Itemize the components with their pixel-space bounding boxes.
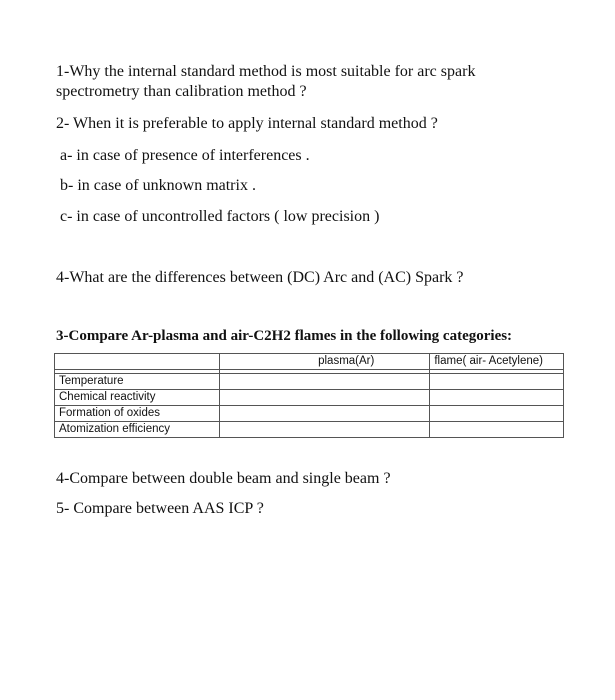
cell-flame-temperature — [430, 374, 564, 390]
question-2: 2- When it is preferable to apply internal standard method ? — [56, 115, 438, 132]
table-row — [55, 374, 564, 390]
cell-plasma-temperature — [219, 374, 429, 390]
table-header-flame: flame( air- Acetylene) — [430, 354, 564, 370]
question-5: 5- Compare between AAS ICP ? — [56, 500, 264, 517]
question-3-title: 3-Compare Ar-plasma and air-C2H2 flames in the following categories: — [56, 328, 513, 344]
row-label-atomization-efficiency: Atomization efficiency — [55, 422, 220, 438]
table-header-row — [55, 354, 564, 370]
question-2-option-c: c- in case of uncontrolled factors ( low precision ) — [60, 208, 380, 225]
table-row — [55, 406, 564, 422]
table-row — [55, 390, 564, 406]
cell-flame-chemical-reactivity — [430, 390, 564, 406]
question-2-option-b: b- in case of unknown matrix . — [60, 177, 256, 194]
question-1-line-1: 1-Why the internal standard method is most suitable for arc spark — [56, 63, 476, 80]
question-4-beam: 4-Compare between double beam and single beam ? — [56, 470, 391, 487]
row-label-formation-of-oxides: Formation of oxides — [55, 406, 220, 422]
question-1-line-2: spectrometry than calibration method ? — [56, 83, 307, 100]
table-header-plasma: plasma(Ar) — [219, 354, 429, 370]
cell-plasma-chemical-reactivity — [219, 390, 429, 406]
cell-flame-atomization-efficiency — [430, 422, 564, 438]
cell-plasma-atomization-efficiency — [219, 422, 429, 438]
cell-flame-formation-of-oxides — [430, 406, 564, 422]
row-label-temperature: Temperature — [55, 374, 220, 390]
row-label-chemical-reactivity: Chemical reactivity — [55, 390, 220, 406]
table-row — [55, 422, 564, 438]
cell-plasma-formation-of-oxides — [219, 406, 429, 422]
table-header-empty — [55, 354, 220, 370]
question-2-option-a: a- in case of presence of interferences . — [60, 147, 310, 164]
question-4-arc-spark: 4-What are the differences between (DC) Arc and (AC) Spark ? — [56, 269, 464, 286]
comparison-table — [54, 353, 564, 438]
